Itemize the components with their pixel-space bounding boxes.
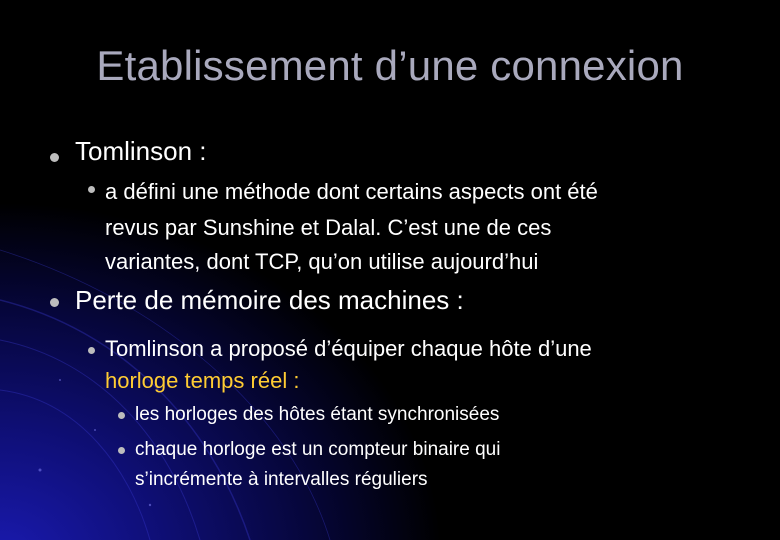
item-horloges-synchronisees: les horloges des hôtes étant synchronisées: [135, 404, 500, 425]
item-tomlinson-detail-line-3: variantes, dont TCP, qu’on utilise aujourd’hui: [105, 249, 539, 274]
item-horloge-line-2: horloge temps réel :: [105, 368, 300, 393]
item-tomlinson-detail-line-1: a défini une méthode dont certains aspects ont été: [105, 179, 598, 204]
bullet-icon: [88, 347, 95, 354]
slide-title: Etablissement d’une connexion: [96, 42, 684, 89]
bullet-icon: [50, 153, 59, 162]
bullet-icon: [118, 447, 125, 454]
item-perte-memoire: Perte de mémoire des machines :: [75, 285, 464, 315]
item-tomlinson: Tomlinson :: [75, 136, 207, 166]
bullet-icon: [88, 186, 95, 193]
item-tomlinson-detail-line-2: revus par Sunshine et Dalal. C’est une de ces: [105, 215, 552, 240]
item-horloge-line-1: Tomlinson a proposé d’équiper chaque hôte d’une: [105, 336, 592, 361]
bullet-icon: [50, 298, 59, 307]
item-compteur-line-1: chaque horloge est un compteur binaire qui: [135, 439, 501, 460]
item-compteur-line-2: s’incrémente à intervalles réguliers: [135, 469, 428, 490]
bullet-icon: [118, 412, 125, 419]
